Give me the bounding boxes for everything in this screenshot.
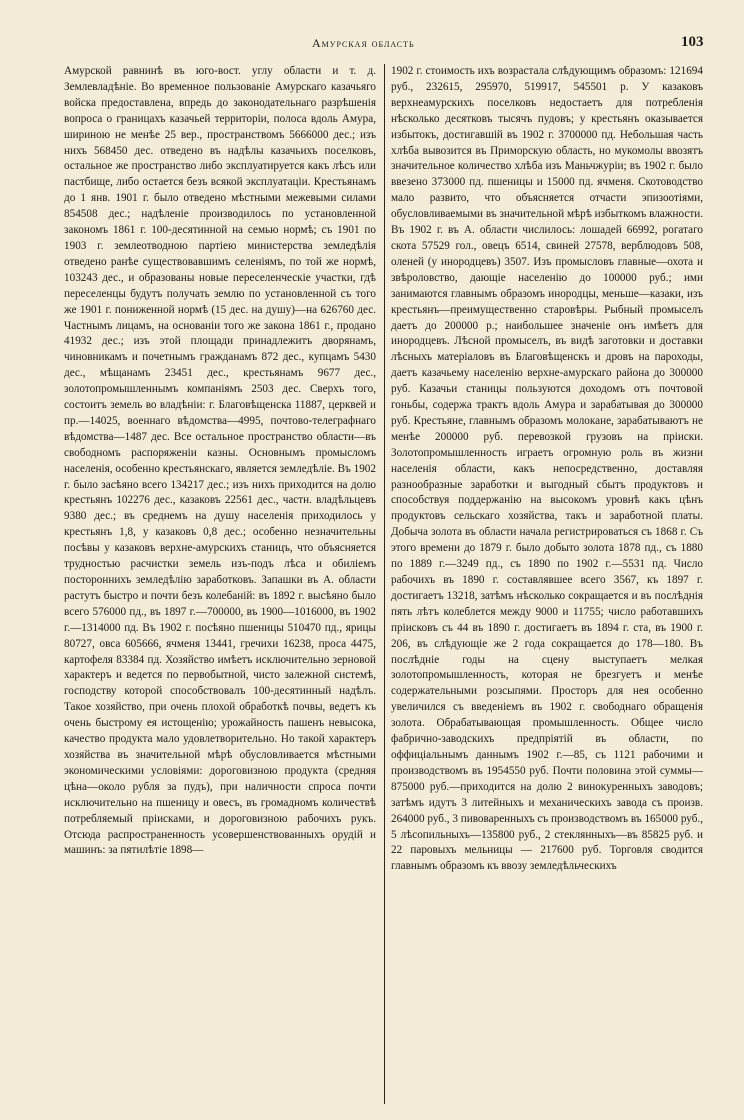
page-number: 103: [681, 34, 704, 50]
left-column: [64, 64, 376, 1104]
left-column-text: Амурской равнинѣ въ юго-вост. углу области и т. д. Землевладѣніе. Во временное пользованіе Амурскаго казачьяго войска предоставлена, впредь до законодательнаго разрѣшенія вопроса о границахъ казачьей территоріи, полоса вдоль Амура, шириною не менѣе 25 вер., пространствомъ 5666000 дес.; изъ нихъ 568450 дес. отведено въ надѣлы казачьихъ поселковъ, остальное же пространство либо эксплуатируется какъ лѣсъ или пастбище, либо остается безъ всякой эксплуатаціи. Крестьянамъ до 1 янв. 1901 г. было отведено мѣстными межевыми силами 854508 дес.; надѣленіе производилось по установленной закономъ 1861 г. 100-десятинной на семью нормѣ; съ 1901 по 1903 г. землеотводною партіею министерства земледѣлія отведено ранѣе существовавшимъ селеніямъ, по той же нормѣ, 103243 дес., и образованы новые переселенческіе участки, гдѣ переселенцы будутъ получать землю по установленной съ того же 1901 г. пониженной нормѣ (15 дес. на душу)—на 626760 дес. Частнымъ лицамъ, на основаніи того же закона 1861 г., продано 41932 дес.; изъ этой площади принадлежитъ дворянамъ, чиновникамъ и почетнымъ гражданамъ 872 дес., купцамъ 5430 дес., мѣщанамъ 23451 дес., крестьянамъ 9677 дес., золотопромышленнымъ компаніямъ 2503 дес. Сверхъ того, состоитъ земель во владѣніи: г. Благовѣщенска 11887, церквей и пр.—14025, военнаго вѣдомства—4995, почтово-телеграфнаго вѣдомства—1487 дес. Все остальное пространство области—въ свободномъ распоряженіи казны. Основнымъ промысломъ населенія, особенно крестьянскаго, является земледѣліе. Въ 1902 г. было засѣяно всего 134217 дес.; изъ нихъ приходится на долю крестьянъ 102276 дес., казаковъ 22561 дес., частн. владѣльцевъ 9380 дес.; въ среднемъ на душу населенія приходилось у крестьянъ 1,8, у казаковъ 0,8 дес.; особенно незначительны посѣвы у казаковъ верхне-амурскихъ станицъ, что объясняется трудностью расчистки земель изъ-подъ лѣса и обиліемъ постороннихъ земледѣлію заработковъ. Запашки въ А. области растутъ быстро и почти безъ колебаній: въ 1892 г. высѣяно было всего 576000 пд., въ 1897 г.—700000, въ 1900—1016000, въ 1902 г.—1314000 пд. Въ 1902 г. посѣяно пшеницы 510470 пд., ярицы 80727, овса 605666, ячменя 13441, гречихи 16238, проса 4475, картофеля 83384 пд. Хозяйство имѣетъ исключительно зерновой характеръ и ведется по первобытной, чисто залежной системѣ, господству которой способствовалъ 100-десятинный надѣлъ. Такое хозяйство, при очень плохой обработкѣ почвы, ведетъ къ очень быстрому ея истощенію; урожайность пашенъ невысока, качество продукта мало удовлетворительно. Но такой характеръ хозяйства въ значительной мѣрѣ обусловливается мѣстными экономическими условіями: дороговизною продукта (средняя цѣна—около рубля за пудъ), при наличности спроса почти исключительно на пшеницу и овесъ, въ громадномъ количествѣ потребляемый пріисками, и дороговизною рабочихъ рукъ. Отсюда распространенность усовершенствованныхъ орудій и машинъ: за пятилѣтіе 1898—: [64, 65, 376, 857]
running-title: Амурская область: [312, 36, 415, 50]
right-column-text: 1902 г. стоимость ихъ возрастала слѣдующимъ образомъ: 121694 руб., 232615, 295970, 519917, 545501 р. У казаковъ верхнеамурскихъ поселковъ недостаетъ для потребленія нѣсколько десятковъ тысячъ пудовъ; у крестьянъ оказывается избытокъ, достигавшій въ 1902 г. 3700000 пд. Небольшая часть хлѣба вывозится въ Приморскую область, но мукомолы ввозятъ значительное количество хлѣба изъ Маньчжуріи; въ 1902 г. было ввезено 373000 пд. пшеницы и 15000 пд. ячменя. Скотоводство мало развито, что объясняется отчасти эпизоотіями, обусловливаемыми въ значительной мѣрѣ избыткомъ влажности. Въ 1902 г. въ А. области числилось: лошадей 66992, рогатаго скота 57529 гол., овецъ 6514, свиней 27578, верблюдовъ 508, оленей (у инородцевъ) 3507. Изъ промысловъ главные—охота и звѣроловство, дающіе населенію до 100000 руб.; ими занимаются главнымъ образомъ инородцы, меньше—казаки, изъ крестьянъ—преимущественно старовѣры. Рыбный промыселъ даетъ до 200000 р.; наибольшее значеніе онъ имѣетъ для инородцевъ. Лѣсной промыселъ, въ видѣ заготовки и доставки лѣсныхъ матеріаловъ въ Благовѣщенскъ и дровъ на пароходы, даетъ казачьему населенію верхне-амурскаго района до 300000 руб. Казачьи станицы пользуются доходомъ отъ почтовой гоньбы, содержа трактъ вдоль Амура и зарабатывая до 300000 руб. Крестьяне, главнымъ образомъ молокане, зарабатываютъ не менѣе 200000 руб. перевозкой грузовъ на пріиски. Золотопромышленность играетъ огромную роль въ жизни населенія области, какъ непосредственно, доставляя разнообразные заработки и выгодный сбытъ продуктовъ и способствуя поддержанію на высокомъ уровнѣ какъ цѣнъ продуктовъ сельскаго хозяйства, такъ и заработной платы. Добыча золота въ области начала регистрироваться съ 1868 г. Съ этого времени до 1879 г. было добыто золота 1878 пд., съ 1880 по 1889 г.—3249 пд., съ 1890 по 1902 г.—5531 пд. Число рабочихъ въ 1890 г. составлявшее всего 3567, къ 1897 г. достигаетъ 13218, затѣмъ нѣсколько сокращается и въ послѣднія пять лѣтъ колеблется между 9000 и 11755; число работавшихъ пріисковъ съ 44 въ 1890 г. достигаетъ въ 1894 г. ста, въ 1900 г. 206, въ слѣдующіе же 2 года сокращается до 178—180. Въ послѣдніе годы на сцену выступаетъ мелкая золотопромышленность, которая не брезгуетъ и менѣе содержательными розсыпями. Просторъ для нея особенно увеличился съ введеніемъ въ 1902 г. свободнаго обращенія золота. Обрабатывающая промышленность. Общее число фабрично-заводскихъ предпріятій въ области, по оффиціальнымъ даннымъ 1902 г.—85, съ 1121 рабочими и производствомъ въ 1954550 руб. Почти половина этой суммы—875000 руб.—приходится на долю 2 винокуренныхъ заводовъ; затѣмъ идутъ 3 литейныхъ и механическихъ завода съ произв. 264000 руб., 3 пивоваренныхъ съ производствомъ въ 165000 руб., 5 лѣсопильныхъ—135800 руб., 2 стеклянныхъ—въ 85825 руб. и 22 паровыхъ мельницы — 217600 руб. Торговля сводится главнымъ образомъ къ ввозу земледѣльческихъ: [391, 65, 703, 873]
page-header: [0, 34, 744, 54]
right-column: [391, 64, 703, 1104]
column-divider: [384, 64, 385, 1104]
